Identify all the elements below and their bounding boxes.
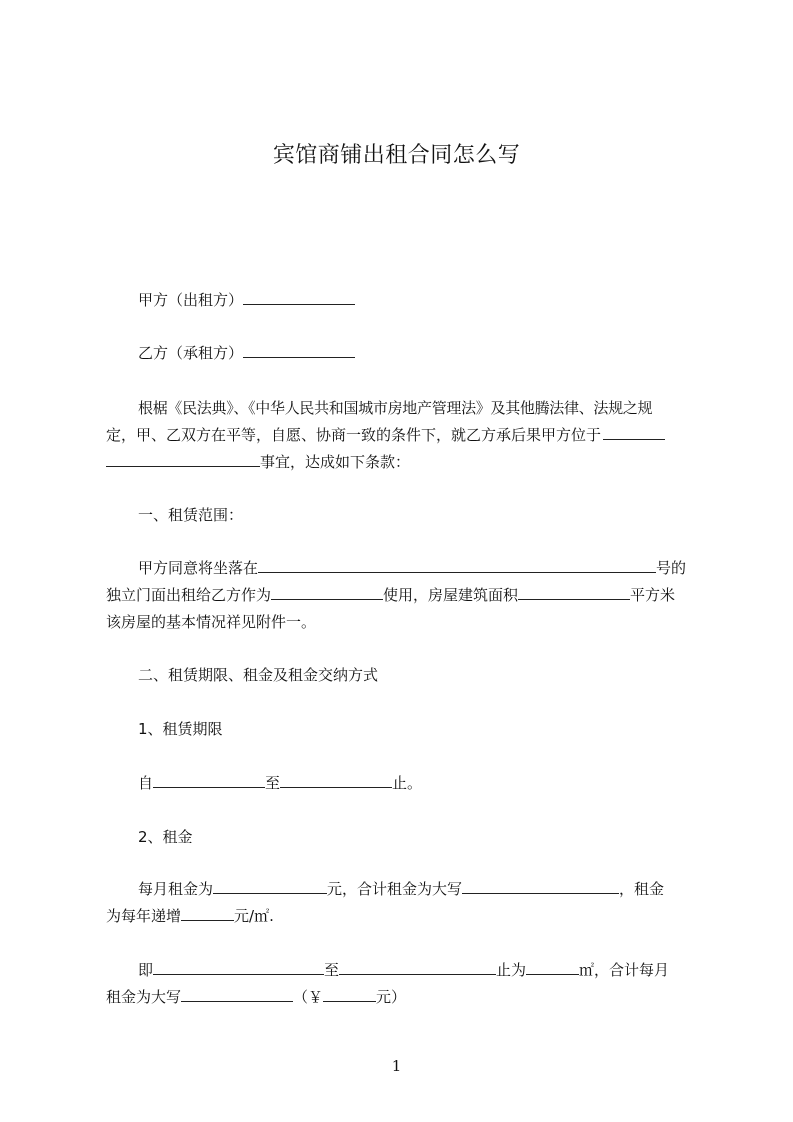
area-blank bbox=[518, 584, 630, 600]
address-blank bbox=[258, 557, 656, 573]
term-from: 自 bbox=[138, 774, 154, 792]
incr-a: 为每年递增 bbox=[106, 907, 182, 925]
rent-words-blank bbox=[462, 878, 619, 894]
section1-p2-c: 平方米 bbox=[630, 586, 676, 604]
total-c: 元） bbox=[376, 988, 407, 1006]
party-b-label: 乙方（承租方） bbox=[138, 344, 244, 362]
section1-line-3: 该房屋的基本情况祥见附件一。 bbox=[106, 613, 317, 631]
section1-heading: 一、租赁范围： bbox=[138, 506, 244, 524]
sub2-heading: 2、租金 bbox=[138, 828, 193, 846]
total-a: 租金为大写 bbox=[106, 988, 182, 1006]
document-title: 宾馆商铺出租合同怎么写 bbox=[272, 143, 521, 168]
intro-line-1: 根椐《民法典》、《中华人民共和国城市房地产管理法》及其他腾法律、法规之规 bbox=[138, 399, 653, 417]
party-a-label: 甲方（出租方） bbox=[138, 291, 244, 309]
section1-line-2 bbox=[106, 584, 700, 606]
period-c: 止为 bbox=[496, 961, 527, 979]
location-blank-b bbox=[106, 451, 260, 467]
section1-p2-b: 使用，房屋建筑面积 bbox=[383, 586, 519, 604]
term-to: 至 bbox=[265, 774, 281, 792]
party-b-line bbox=[106, 342, 700, 364]
intro-line-3 bbox=[106, 451, 700, 473]
period-b: 至 bbox=[324, 961, 340, 979]
rent-line bbox=[106, 878, 700, 900]
term-end: 止。 bbox=[392, 774, 423, 792]
increase-blank bbox=[181, 905, 234, 921]
period-d: ㎡，合计每月 bbox=[579, 961, 670, 979]
section1-line-1 bbox=[106, 557, 700, 579]
term-start-blank bbox=[153, 772, 265, 788]
total-amount-blank bbox=[323, 986, 376, 1002]
section1-p2-a: 独立门面出租给乙方作为 bbox=[106, 586, 272, 604]
page-number: 1 bbox=[391, 1057, 402, 1075]
intro-line-2-text: 定，甲、乙双方在平等，自愿、协商一致的条件下，就乙方承后果甲方位于 bbox=[106, 426, 602, 444]
incr-b: 元/㎡. bbox=[234, 907, 274, 925]
total-b: （￥ bbox=[293, 988, 324, 1006]
usage-blank bbox=[271, 584, 383, 600]
period-area-blank bbox=[526, 959, 579, 975]
period-end-blank bbox=[339, 959, 496, 975]
section1-p1-a: 甲方同意将坐落在 bbox=[138, 559, 259, 577]
term-end-blank bbox=[280, 772, 392, 788]
rent-b: 元，合计租金为大写 bbox=[327, 880, 463, 898]
sub1-heading: 1、租赁期限 bbox=[138, 720, 223, 738]
term-line bbox=[106, 772, 700, 794]
section1-p1-b: 号的 bbox=[656, 559, 687, 577]
party-a-blank bbox=[243, 289, 355, 305]
section2-heading: 二、租赁期限、租金及租金交纳方式 bbox=[138, 666, 379, 684]
period-start-blank bbox=[153, 959, 324, 975]
rent-c: ，租金 bbox=[619, 880, 665, 898]
intro-line-2 bbox=[106, 424, 700, 446]
party-a-line bbox=[106, 289, 700, 311]
total-words-blank bbox=[181, 986, 293, 1002]
monthly-rent-blank bbox=[213, 878, 327, 894]
period-line bbox=[106, 959, 700, 981]
location-blank-a bbox=[603, 424, 665, 440]
intro-line-3-text: 事宜，达成如下条款： bbox=[260, 453, 411, 471]
period-a: 即 bbox=[138, 961, 154, 979]
total-line bbox=[106, 986, 700, 1008]
increase-line bbox=[106, 905, 700, 927]
party-b-blank bbox=[243, 342, 355, 358]
rent-a: 每月租金为 bbox=[138, 880, 214, 898]
